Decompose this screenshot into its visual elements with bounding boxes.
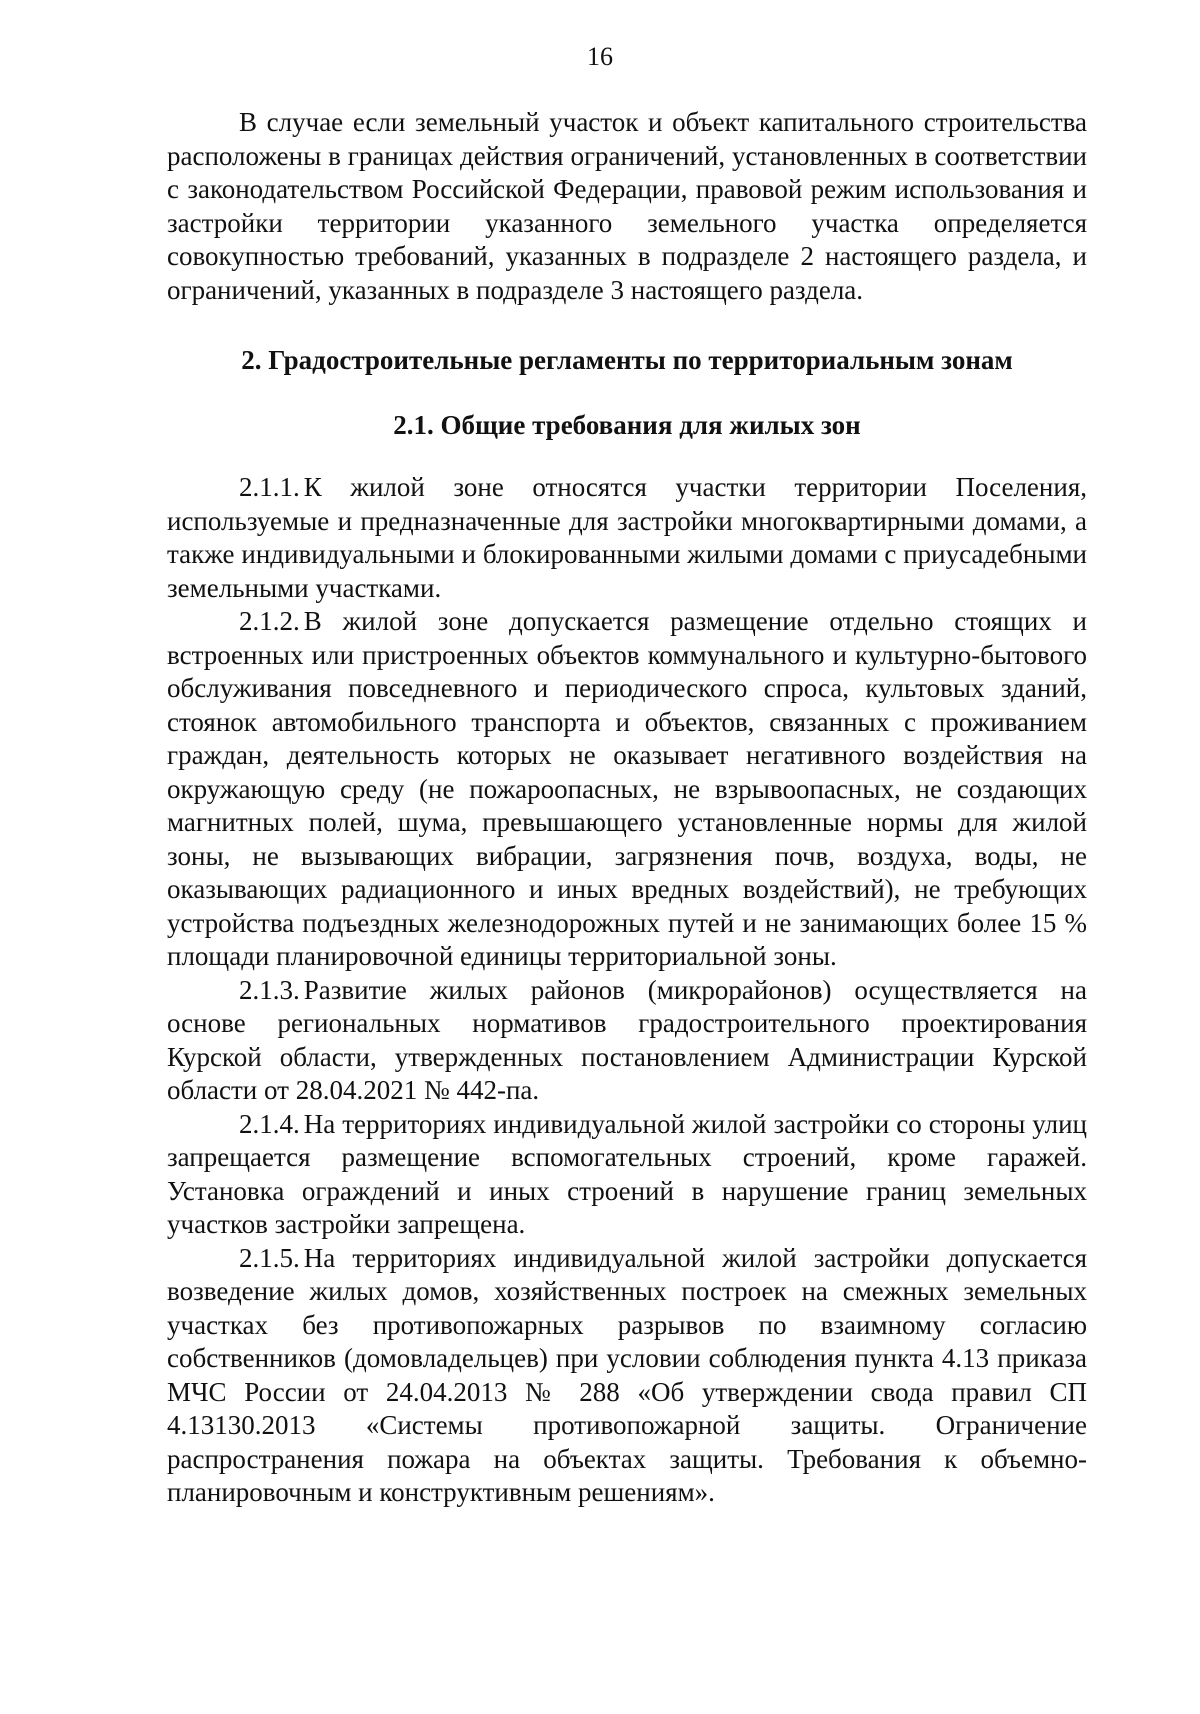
clause-paragraph <box>167 974 1087 1108</box>
clause-text: На территориях индивидуальной жилой застройки допускается возведение жилых домов, хозяйственных построек на смежных земельных участках без противопожарных разрывов по взаимному согласию собственников (домовладельцев) при условии соблюдения пункта 4.13 приказа МЧС России от 24.04.2013 № 288 «Об утверждении свода правил СП 4.13130.2013 «Системы противопожарной защиты. Ограничение распространения пожара на объектах защиты. Требования к объемно-планировочным и конструктивным решениям». <box>167 1242 1087 1507</box>
subsection-heading: 2.1. Общие требования для жилых зон <box>393 410 861 440</box>
clause-paragraph <box>167 1108 1087 1242</box>
clause-text: В жилой зоне допускается размещение отдельно стоящих и встроенных или пристроенных объектов коммунального и культурно-бытового обслуживания повседневного и периодического спроса, культовых зданий, стоянок автомобильного транспорта и объектов, связанных с проживанием граждан, деятельность которых не оказывает негативного воздействия на окружающую среду (не пожароопасных, не взрывоопасных, не создающих магнитных полей, шума, превышающего установленные нормы для жилой зоны, не вызывающих вибрации, загрязнения почв, воздуха, воды, не оказывающих радиационного и иных вредных воздействий), не требующих устройства подъездных железнодорожных путей и не занимающих более 15 % площади планировочной единицы территориальной зоны. <box>167 606 1087 971</box>
clause-number: 2.1.5. <box>239 1242 300 1273</box>
intro-paragraph: В случае если земельный участок и объект капитального строительства расположены в границах действия ограничений, установленных в соответствии с законодательством Российской Федерации, правовой режим использования и застройки территории указанного земельного участка определяется совокупностью требований, указанных в подразделе 2 настоящего раздела, и ограничений, указанных в подразделе 3 настоящего раздела. <box>167 107 1087 305</box>
clause-number: 2.1.3. <box>239 974 300 1005</box>
clause-paragraph <box>167 605 1087 974</box>
clause-text: Развитие жилых районов (микрорайонов) осуществляется на основе региональных нормативов градостроительного проектирования Курской области, утвержденных постановлением Администрации Курской области от 28.04.2021 № 442-па. <box>167 974 1087 1105</box>
clause-number: 2.1.4. <box>239 1108 300 1139</box>
clause-paragraph <box>167 471 1087 605</box>
document-body <box>167 106 1087 1510</box>
clause-number: 2.1.1. <box>239 472 300 502</box>
clause-number: 2.1.2. <box>239 606 300 636</box>
page-number: 16 <box>587 42 613 71</box>
section-heading: 2. Градостроительные регламенты по территориальным зонам <box>241 345 1013 375</box>
clause-text: На территориях индивидуальной жилой застройки со стороны улиц запрещается размещение вспомогательных строений, кроме гаражей. Установка ограждений и иных строений в нарушение границ земельных участков застройки запрещена. <box>167 1108 1087 1239</box>
clause-paragraph <box>167 1242 1087 1510</box>
clause-text: К жилой зоне относятся участки территории Поселения, используемые и предназначенные для застройки многоквартирными домами, а также индивидуальными и блокированными жилыми домами с приусадебными земельными участками. <box>167 472 1087 603</box>
